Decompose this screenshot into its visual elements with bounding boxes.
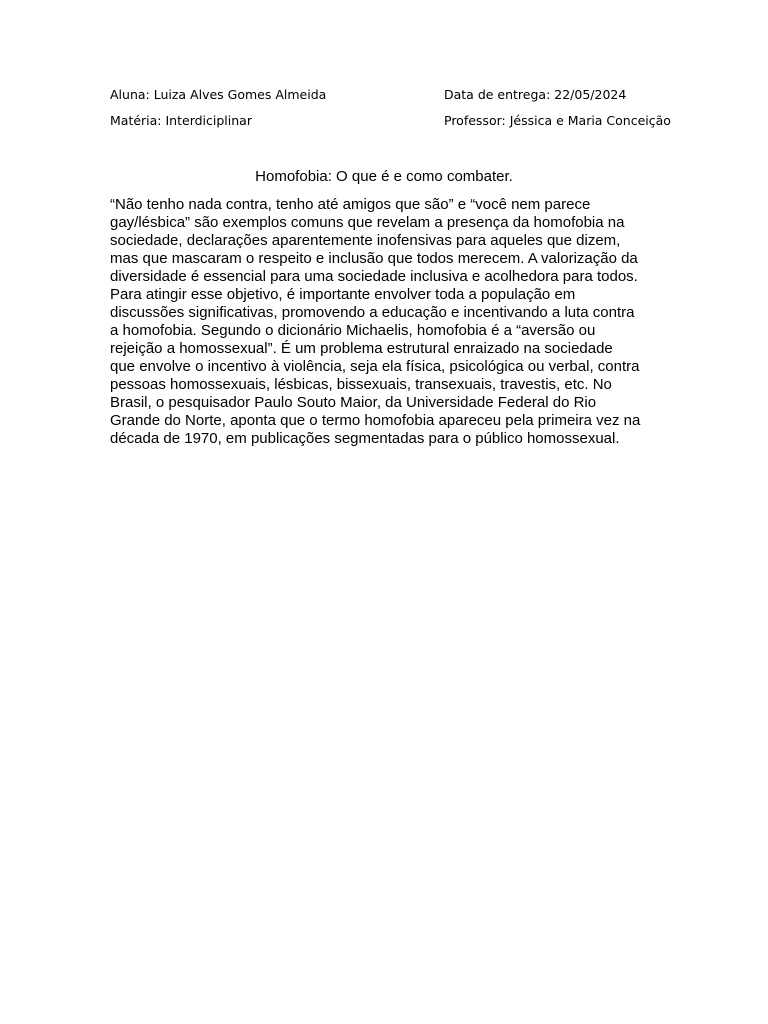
paragraph-line: sociedade, declarações aparentemente inofensivas para aqueles que dizem, — [110, 232, 621, 249]
paragraph-line: discussões significativas, promovendo a educação e incentivando a luta contra — [110, 304, 635, 321]
paragraph-line: rejeição a homossexual”. É um problema estrutural enraizado na sociedade — [110, 340, 613, 357]
paragraph-line: década de 1970, em publicações segmentadas para o público homossexual. — [110, 430, 620, 447]
paragraph-line: “Não tenho nada contra, tenho até amigos que são” e “você nem parece — [110, 196, 591, 213]
paragraph-line: mas que mascaram o respeito e inclusão que todos merecem. A valorização da — [110, 250, 638, 267]
delivery-date: Data de entrega: 22/05/2024 — [444, 87, 627, 102]
subject: Matéria: Interdiciplinar — [110, 113, 252, 128]
paragraph-line: Grande do Norte, aponta que o termo homofobia apareceu pela primeira vez na — [110, 412, 641, 429]
paragraph-line: diversidade é essencial para uma sociedade inclusiva e acolhedora para todos. — [110, 268, 638, 285]
professor: Professor: Jéssica e Maria Conceição — [444, 113, 671, 128]
paragraph-line: a homofobia. Segundo o dicionário Michaelis, homofobia é a “aversão ou — [110, 322, 596, 339]
paragraph-line: Para atingir esse objetivo, é importante envolver toda a população em — [110, 286, 576, 303]
paragraph-line: que envolve o incentivo à violência, seja ela física, psicológica ou verbal, contra — [110, 358, 640, 375]
paragraph-line: gay/lésbica” são exemplos comuns que revelam a presença da homofobia na — [110, 214, 625, 231]
student-name: Aluna: Luiza Alves Gomes Almeida — [110, 87, 327, 102]
paragraph-line: pessoas homossexuais, lésbicas, bissexuais, transexuais, travestis, etc. No — [110, 376, 612, 393]
paragraph-line: Brasil, o pesquisador Paulo Souto Maior, da Universidade Federal do Rio — [110, 394, 597, 411]
document-title: Homofobia: O que é e como combater. — [255, 168, 513, 185]
body-paragraph — [110, 196, 670, 448]
